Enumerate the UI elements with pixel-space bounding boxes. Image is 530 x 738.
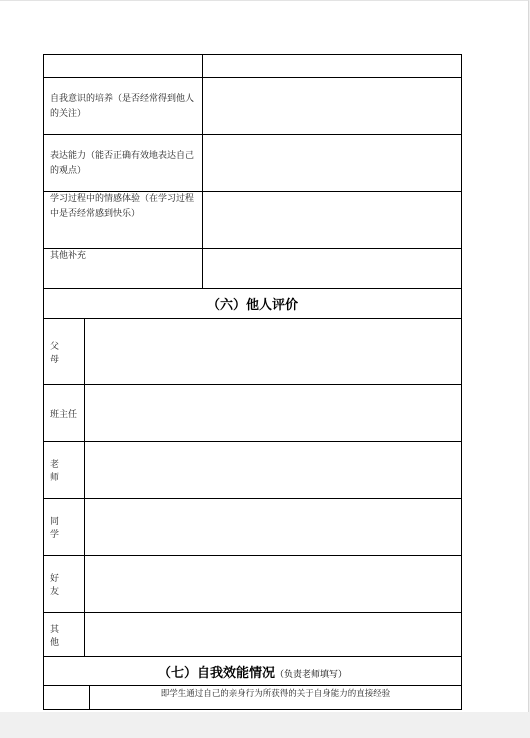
- table-row: [44, 384, 461, 441]
- evaluator-label-cell: [44, 319, 85, 384]
- row-input-cell[interactable]: [203, 192, 461, 248]
- definition-cell[interactable]: [90, 686, 461, 709]
- evaluation-table: [43, 54, 462, 710]
- evaluator-label-cell: [44, 613, 85, 656]
- evaluator-label-cell: [44, 385, 85, 441]
- section-title: （六）他人评价: [206, 298, 298, 313]
- row-label: 表达能力（能否正确有效地表达自己的观点）: [50, 151, 195, 176]
- evaluation-input-cell[interactable]: [85, 442, 461, 498]
- row-input-cell[interactable]: [203, 249, 461, 288]
- evaluator-label: 老 师: [50, 460, 70, 483]
- section-title: （七）自我效能情况: [157, 665, 275, 681]
- evaluator-label: 同 学: [50, 517, 70, 540]
- section-header-row: [44, 656, 461, 685]
- table-row: [44, 685, 461, 709]
- table-row: [44, 77, 461, 134]
- definition-text: 即学生通过自己的亲身行为所获得的关于自身能力的直接经验: [160, 689, 391, 699]
- row-label-cell: [44, 686, 90, 709]
- evaluator-label-cell: [44, 442, 85, 498]
- table-row: [44, 612, 461, 656]
- section-note: （负责老师填写）: [275, 669, 348, 680]
- evaluation-input-cell[interactable]: [85, 613, 461, 656]
- evaluation-input-cell[interactable]: [85, 319, 461, 384]
- evaluator-label-cell: [44, 499, 85, 555]
- evaluator-label: 父 母: [50, 341, 70, 365]
- row-label-cell: [44, 78, 203, 134]
- row-input-cell[interactable]: [203, 78, 461, 134]
- section-title-wrapper: [44, 662, 461, 681]
- row-label-cell: [44, 135, 203, 191]
- row-label: 自我意识的培养（是否经常得到他人的关注）: [50, 94, 195, 119]
- table-row: [44, 248, 461, 288]
- table-row: [44, 318, 461, 384]
- evaluation-input-cell[interactable]: [85, 499, 461, 555]
- section-header-row: [44, 288, 461, 318]
- table-row: [44, 498, 461, 555]
- evaluator-label-cell: [44, 556, 85, 612]
- row-label-cell: [44, 55, 203, 77]
- table-row: [44, 555, 461, 612]
- evaluation-input-cell[interactable]: [85, 385, 461, 441]
- row-input-cell[interactable]: [203, 55, 461, 77]
- row-input-cell[interactable]: [203, 135, 461, 191]
- table-row: [44, 134, 461, 191]
- row-label-cell: [44, 192, 203, 248]
- evaluation-input-cell[interactable]: [85, 556, 461, 612]
- page-gap: [0, 712, 530, 738]
- row-label: 其他补充: [50, 251, 87, 261]
- table-row: [44, 55, 461, 77]
- evaluator-label: 好 友: [50, 574, 70, 597]
- table-row: [44, 191, 461, 248]
- row-label-cell: [44, 249, 203, 288]
- evaluator-label: 班主任: [50, 409, 78, 420]
- table-row: [44, 441, 461, 498]
- row-label: 学习过程中的情感体验（在学习过程中是否经常感到快乐）: [50, 194, 195, 219]
- evaluator-label: 其 他: [50, 624, 70, 648]
